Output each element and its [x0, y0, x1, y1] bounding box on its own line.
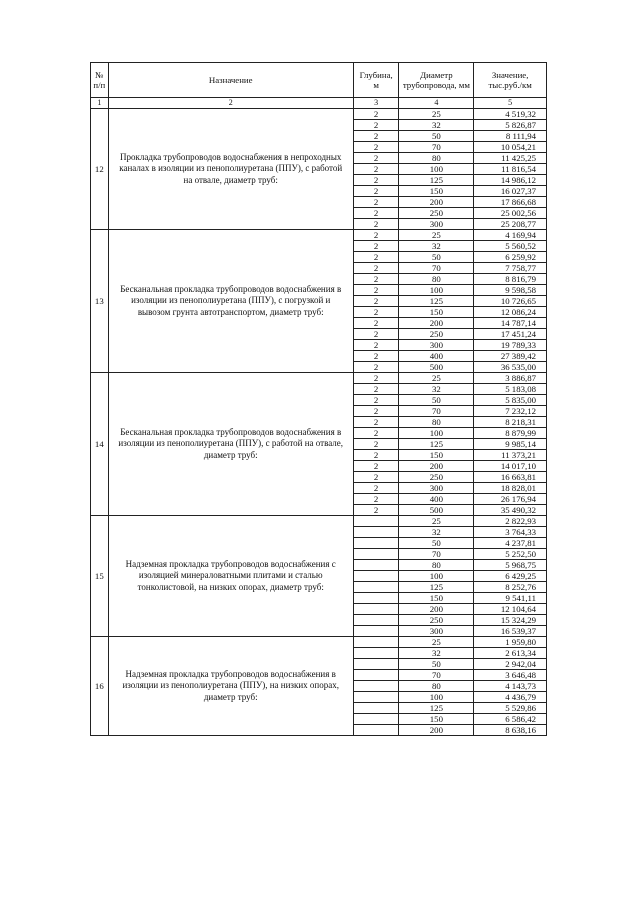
depth-cell	[353, 637, 399, 648]
depth-cell	[353, 560, 399, 571]
diameter-cell: 80	[399, 681, 474, 692]
depth-cell	[353, 527, 399, 538]
depth-cell: 2	[353, 252, 399, 263]
depth-cell: 2	[353, 142, 399, 153]
depth-cell	[353, 670, 399, 681]
table-row	[91, 516, 547, 527]
depth-cell: 2	[353, 483, 399, 494]
value-cell: 8 252,76	[474, 582, 547, 593]
value-cell: 16 663,81	[474, 472, 547, 483]
depth-cell: 2	[353, 351, 399, 362]
table-row	[91, 637, 547, 648]
value-cell: 5 560,52	[474, 241, 547, 252]
depth-cell: 2	[353, 197, 399, 208]
table-section	[91, 373, 547, 516]
section-number: 13	[91, 230, 109, 373]
diameter-cell: 150	[399, 307, 474, 318]
diameter-cell: 70	[399, 263, 474, 274]
column-number: 5	[474, 98, 547, 109]
value-cell: 6 259,92	[474, 252, 547, 263]
diameter-cell: 125	[399, 703, 474, 714]
diameter-cell: 200	[399, 461, 474, 472]
value-cell: 5 835,00	[474, 395, 547, 406]
column-number: 1	[91, 98, 109, 109]
diameter-cell: 125	[399, 582, 474, 593]
header-diameter: Диаметр трубопровода, мм	[399, 63, 474, 98]
depth-cell	[353, 516, 399, 527]
diameter-cell: 32	[399, 648, 474, 659]
header-name: Назначение	[108, 63, 353, 98]
diameter-cell: 25	[399, 109, 474, 120]
depth-cell	[353, 593, 399, 604]
diameter-cell: 100	[399, 571, 474, 582]
tariff-table	[90, 62, 547, 736]
depth-cell	[353, 681, 399, 692]
diameter-cell: 50	[399, 395, 474, 406]
value-cell: 11 373,21	[474, 450, 547, 461]
table-section	[91, 637, 547, 736]
diameter-cell: 125	[399, 296, 474, 307]
value-cell: 25 208,77	[474, 219, 547, 230]
diameter-cell: 250	[399, 329, 474, 340]
depth-cell	[353, 626, 399, 637]
section-number: 12	[91, 109, 109, 230]
depth-cell: 2	[353, 263, 399, 274]
depth-cell: 2	[353, 461, 399, 472]
diameter-cell: 200	[399, 604, 474, 615]
depth-cell	[353, 549, 399, 560]
depth-cell: 2	[353, 329, 399, 340]
table-section	[91, 230, 547, 373]
value-cell: 10 054,21	[474, 142, 547, 153]
value-cell: 15 324,29	[474, 615, 547, 626]
depth-cell: 2	[353, 131, 399, 142]
value-cell: 1 959,80	[474, 637, 547, 648]
diameter-cell: 25	[399, 637, 474, 648]
diameter-cell: 80	[399, 153, 474, 164]
value-cell: 16 539,37	[474, 626, 547, 637]
value-cell: 8 816,79	[474, 274, 547, 285]
diameter-cell: 50	[399, 659, 474, 670]
value-cell: 10 726,65	[474, 296, 547, 307]
value-cell: 2 613,34	[474, 648, 547, 659]
diameter-cell: 100	[399, 285, 474, 296]
depth-cell: 2	[353, 395, 399, 406]
column-number: 3	[353, 98, 399, 109]
depth-cell	[353, 538, 399, 549]
header-depth: Глубина, м	[353, 63, 399, 98]
depth-cell: 2	[353, 450, 399, 461]
value-cell: 6 586,42	[474, 714, 547, 725]
diameter-cell: 100	[399, 428, 474, 439]
section-description: Прокладка трубопроводов водоснабжения в непроходных каналах в изоляции из пенополиуретана (ППУ), с работой на отвале, диаметр труб:	[108, 109, 353, 230]
diameter-cell: 32	[399, 527, 474, 538]
diameter-cell: 150	[399, 593, 474, 604]
depth-cell: 2	[353, 186, 399, 197]
value-cell: 8 879,99	[474, 428, 547, 439]
document-page	[90, 62, 547, 736]
value-cell: 19 789,33	[474, 340, 547, 351]
value-cell: 7 758,77	[474, 263, 547, 274]
depth-cell: 2	[353, 318, 399, 329]
value-cell: 9 598,58	[474, 285, 547, 296]
depth-cell	[353, 714, 399, 725]
diameter-cell: 25	[399, 230, 474, 241]
diameter-cell: 300	[399, 626, 474, 637]
diameter-cell: 150	[399, 714, 474, 725]
value-cell: 3 886,87	[474, 373, 547, 384]
value-cell: 5 183,08	[474, 384, 547, 395]
diameter-cell: 32	[399, 241, 474, 252]
table-section	[91, 516, 547, 637]
value-cell: 7 232,12	[474, 406, 547, 417]
depth-cell: 2	[353, 274, 399, 285]
depth-cell	[353, 725, 399, 736]
value-cell: 26 176,94	[474, 494, 547, 505]
value-cell: 14 017,10	[474, 461, 547, 472]
diameter-cell: 32	[399, 384, 474, 395]
depth-cell: 2	[353, 340, 399, 351]
diameter-cell: 70	[399, 142, 474, 153]
diameter-cell: 100	[399, 692, 474, 703]
diameter-cell: 25	[399, 516, 474, 527]
column-number: 4	[399, 98, 474, 109]
value-cell: 4 237,81	[474, 538, 547, 549]
value-cell: 4 436,79	[474, 692, 547, 703]
section-number: 14	[91, 373, 109, 516]
depth-cell: 2	[353, 175, 399, 186]
depth-cell	[353, 659, 399, 670]
diameter-cell: 500	[399, 362, 474, 373]
diameter-cell: 32	[399, 120, 474, 131]
value-cell: 27 389,42	[474, 351, 547, 362]
depth-cell: 2	[353, 208, 399, 219]
depth-cell	[353, 571, 399, 582]
diameter-cell: 250	[399, 472, 474, 483]
depth-cell: 2	[353, 219, 399, 230]
value-cell: 16 027,37	[474, 186, 547, 197]
table-row	[91, 109, 547, 120]
value-cell: 4 143,73	[474, 681, 547, 692]
diameter-cell: 70	[399, 670, 474, 681]
value-cell: 12 104,64	[474, 604, 547, 615]
value-cell: 18 828,01	[474, 483, 547, 494]
depth-cell	[353, 692, 399, 703]
depth-cell: 2	[353, 164, 399, 175]
section-number: 15	[91, 516, 109, 637]
depth-cell: 2	[353, 241, 399, 252]
diameter-cell: 50	[399, 538, 474, 549]
value-cell: 8 218,31	[474, 417, 547, 428]
depth-cell: 2	[353, 472, 399, 483]
value-cell: 3 764,33	[474, 527, 547, 538]
value-cell: 2 822,93	[474, 516, 547, 527]
depth-cell	[353, 604, 399, 615]
diameter-cell: 300	[399, 219, 474, 230]
diameter-cell: 50	[399, 252, 474, 263]
value-cell: 4 169,94	[474, 230, 547, 241]
diameter-cell: 300	[399, 483, 474, 494]
depth-cell: 2	[353, 362, 399, 373]
section-description: Бесканальная прокладка трубопроводов водоснабжения в изоляции из пенополиуретана (ППУ), с работой на отвале, диаметр труб:	[108, 373, 353, 516]
diameter-cell: 80	[399, 560, 474, 571]
value-cell: 5 968,75	[474, 560, 547, 571]
diameter-cell: 250	[399, 208, 474, 219]
diameter-cell: 80	[399, 417, 474, 428]
depth-cell: 2	[353, 406, 399, 417]
depth-cell: 2	[353, 307, 399, 318]
depth-cell	[353, 648, 399, 659]
diameter-cell: 500	[399, 505, 474, 516]
diameter-cell: 25	[399, 373, 474, 384]
diameter-cell: 200	[399, 725, 474, 736]
diameter-cell: 100	[399, 164, 474, 175]
diameter-cell: 250	[399, 615, 474, 626]
table-row	[91, 230, 547, 241]
value-cell: 5 529,86	[474, 703, 547, 714]
depth-cell: 2	[353, 120, 399, 131]
section-description: Надземная прокладка трубопроводов водоснабжения в изоляции из пенополиуретана (ППУ), на низких опорах, диаметр труб:	[108, 637, 353, 736]
table-row	[91, 373, 547, 384]
value-cell: 9 541,11	[474, 593, 547, 604]
depth-cell: 2	[353, 153, 399, 164]
value-cell: 8 638,16	[474, 725, 547, 736]
value-cell: 6 429,25	[474, 571, 547, 582]
depth-cell: 2	[353, 384, 399, 395]
diameter-cell: 80	[399, 274, 474, 285]
value-cell: 5 252,50	[474, 549, 547, 560]
diameter-cell: 200	[399, 197, 474, 208]
depth-cell: 2	[353, 417, 399, 428]
depth-cell: 2	[353, 296, 399, 307]
value-cell: 36 535,00	[474, 362, 547, 373]
value-cell: 25 002,56	[474, 208, 547, 219]
value-cell: 5 826,87	[474, 120, 547, 131]
section-description: Бесканальная прокладка трубопроводов водоснабжения в изоляции из пенополиуретана (ППУ), с погрузкой и вывозом грунта автотранспортом, диаметр труб:	[108, 230, 353, 373]
value-cell: 17 451,24	[474, 329, 547, 340]
value-cell: 14 986,12	[474, 175, 547, 186]
value-cell: 4 519,32	[474, 109, 547, 120]
value-cell: 3 646,48	[474, 670, 547, 681]
header-value: Значение, тыс.руб./км	[474, 63, 547, 98]
value-cell: 17 866,68	[474, 197, 547, 208]
diameter-cell: 70	[399, 549, 474, 560]
section-description: Надземная прокладка трубопроводов водоснабжения с изоляцией минераловатными плитами и сталью тонколистовой, на низких опорах, диаметр труб:	[108, 516, 353, 637]
diameter-cell: 200	[399, 318, 474, 329]
table-section	[91, 109, 547, 230]
diameter-cell: 150	[399, 450, 474, 461]
depth-cell: 2	[353, 505, 399, 516]
diameter-cell: 150	[399, 186, 474, 197]
value-cell: 35 490,32	[474, 505, 547, 516]
depth-cell	[353, 582, 399, 593]
depth-cell: 2	[353, 439, 399, 450]
diameter-cell: 400	[399, 351, 474, 362]
depth-cell	[353, 703, 399, 714]
value-cell: 14 787,14	[474, 318, 547, 329]
depth-cell: 2	[353, 230, 399, 241]
diameter-cell: 400	[399, 494, 474, 505]
depth-cell	[353, 615, 399, 626]
diameter-cell: 50	[399, 131, 474, 142]
diameter-cell: 125	[399, 175, 474, 186]
header-num: № п/п	[91, 63, 109, 98]
value-cell: 11 816,54	[474, 164, 547, 175]
diameter-cell: 300	[399, 340, 474, 351]
value-cell: 12 086,24	[474, 307, 547, 318]
column-number-row	[91, 98, 547, 109]
value-cell: 2 942,04	[474, 659, 547, 670]
depth-cell: 2	[353, 285, 399, 296]
section-number: 16	[91, 637, 109, 736]
table-header-row	[91, 63, 547, 98]
value-cell: 9 985,14	[474, 439, 547, 450]
column-number: 2	[108, 98, 353, 109]
depth-cell: 2	[353, 109, 399, 120]
depth-cell: 2	[353, 494, 399, 505]
value-cell: 8 111,94	[474, 131, 547, 142]
diameter-cell: 125	[399, 439, 474, 450]
depth-cell: 2	[353, 428, 399, 439]
value-cell: 11 425,25	[474, 153, 547, 164]
depth-cell: 2	[353, 373, 399, 384]
diameter-cell: 70	[399, 406, 474, 417]
